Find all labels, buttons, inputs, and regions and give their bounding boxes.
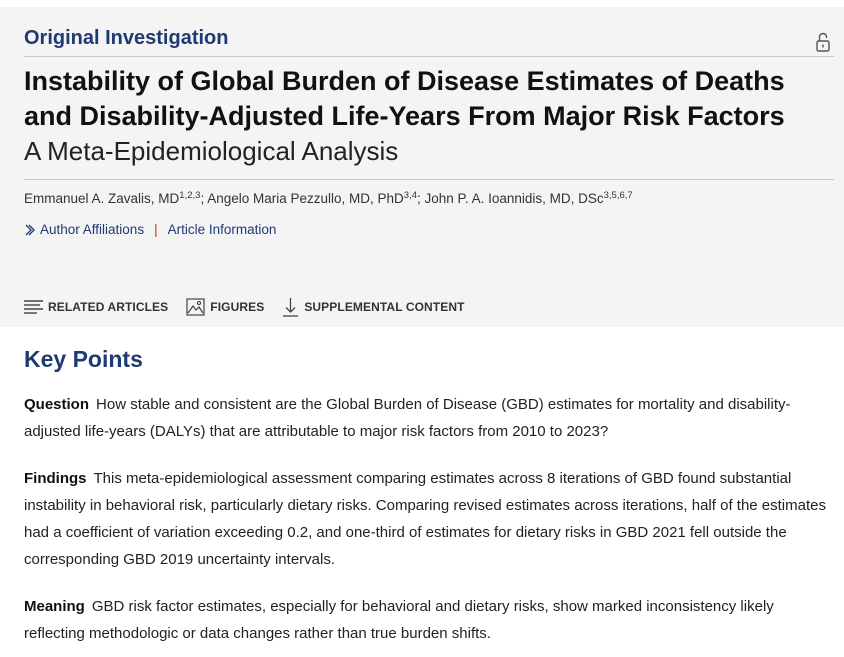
author-affiliation-numbers: 1,2,3 xyxy=(179,190,201,201)
key-point-label: Question xyxy=(24,396,90,413)
key-point-label: Meaning xyxy=(24,598,85,615)
article-title: Instability of Global Burden of Disease Estimates of Deaths and Disability-Adjusted Life-Years From Major Risk Factors xyxy=(24,66,785,131)
key-point-findings xyxy=(24,465,834,573)
key-point-question xyxy=(24,391,834,445)
author-affiliation-numbers: 3,5,6,7 xyxy=(603,190,633,201)
key-point-meaning xyxy=(24,593,834,647)
article-header xyxy=(0,7,844,327)
chevron-right-icon xyxy=(24,224,36,236)
related-articles-label: RELATED ARTICLES xyxy=(48,300,169,314)
image-icon xyxy=(186,298,205,316)
key-points-heading: Key Points xyxy=(24,346,143,372)
article-toolbar xyxy=(24,296,483,318)
title-divider xyxy=(24,179,834,180)
key-point-text: How stable and consistent are the Global Burden of Disease (GBD) estimates for mortality and disability-adjusted life-years (DALYs) that are attributable to major risk factors from 2010 to 2023? xyxy=(24,396,791,440)
section-label: Original Investigation xyxy=(24,27,229,49)
list-icon xyxy=(24,299,43,315)
author-name[interactable]: Angelo Maria Pezzullo, MD, PhD xyxy=(207,191,404,206)
author-separator: ; xyxy=(417,191,425,206)
article-information-link[interactable]: Article Information xyxy=(167,222,277,237)
supplemental-content-label: SUPPLEMENTAL CONTENT xyxy=(304,300,465,314)
figures-button[interactable] xyxy=(186,298,264,316)
figures-label: FIGURES xyxy=(210,300,265,314)
article-links xyxy=(24,222,276,237)
header-divider xyxy=(24,56,834,57)
download-icon xyxy=(282,297,299,317)
key-point-text: GBD risk factor estimates, especially for behavioral and dietary risks, show marked inconsistency likely reflecting methodologic or data changes rather than true burden shifts. xyxy=(24,598,774,642)
key-point-text: This meta-epidemiological assessment comparing estimates across 8 iterations of GBD found substantial instability in behavioral risk, particularly dietary risks. Comparing revised estimates across iterations, half of the estimates had a coefficient of variation exceeding 0.2, and one-third of estimates for dietary risks in GBD 2021 fell outside the corresponding GBD 2019 uncertainty intervals. xyxy=(24,470,826,568)
author-affiliation-numbers: 3,4 xyxy=(403,190,418,201)
article-subtitle: A Meta-Epidemiological Analysis xyxy=(24,136,399,166)
link-separator: | xyxy=(154,222,158,237)
author-affiliations-link[interactable]: Author Affiliations xyxy=(40,222,145,237)
unlock-icon[interactable] xyxy=(815,31,831,53)
author-list xyxy=(24,188,834,210)
author-name[interactable]: Emmanuel A. Zavalis, MD xyxy=(24,191,180,206)
related-articles-button[interactable] xyxy=(24,299,168,315)
supplemental-content-button[interactable] xyxy=(282,297,464,317)
author-separator: ; xyxy=(200,191,208,206)
key-point-label: Findings xyxy=(24,470,87,487)
author-name[interactable]: John P. A. Ioannidis, MD, DSc xyxy=(424,191,604,206)
